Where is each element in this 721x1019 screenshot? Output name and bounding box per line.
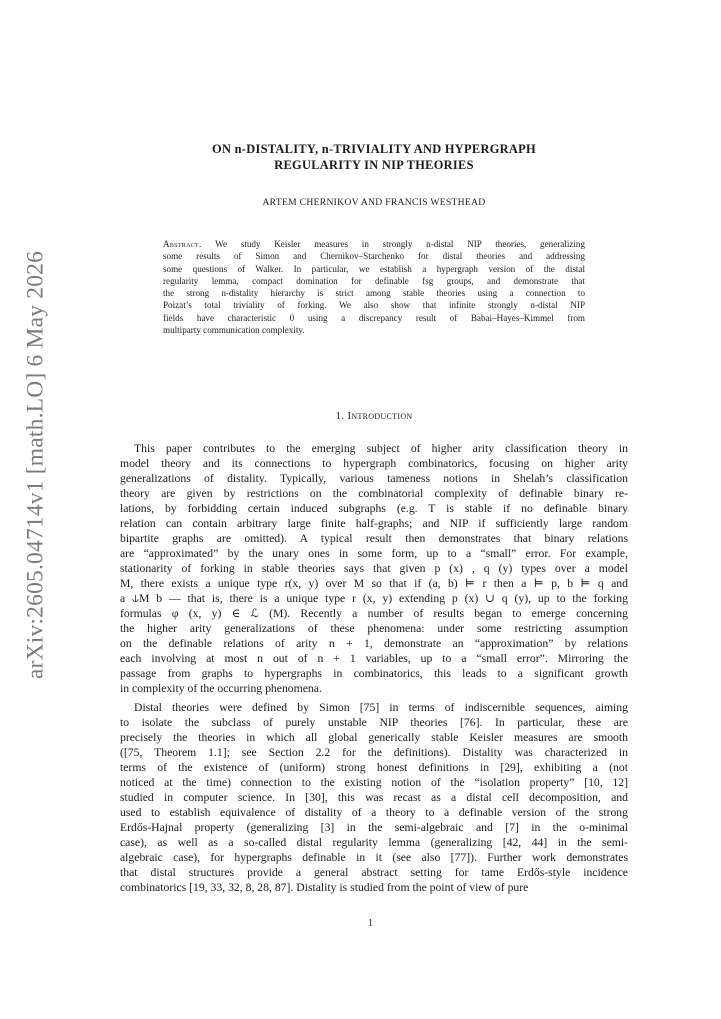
- body-line: Erdős-Hajnal property (generalizing [3] in the semi-algebraic and [7] in the o-minimal: [120, 821, 628, 834]
- body-line: studied in computer science. In [30], this was recast as a distal cell decomposition, and: [120, 791, 628, 804]
- body-line: case), as well as a so-called distal regularity lemma (generalizing [42, 44] in the semi-: [120, 836, 628, 849]
- section-heading: [120, 410, 628, 422]
- abstract-line: some results of Simon and Chernikov–Starchenko for distal theories and addressing: [163, 251, 585, 262]
- abstract-line: regularity lemma, compact domination for definable fsg groups, and demonstrate that: [163, 275, 585, 286]
- body-line: terms of the existence of (uniform) strong honest definitions in [29], exhibiting a (not: [120, 761, 628, 774]
- section-title: Introduction: [347, 410, 413, 422]
- abstract-text: We study Keisler measures in strongly n-distal NIP theories, generalizing: [215, 239, 585, 249]
- abstract-line: fields have characteristic 0 using a discrepancy result of Babai–Hayes–Kimmel from: [163, 312, 585, 323]
- arxiv-identifier[interactable]: arXiv:2605.04714v1 [math.LO] 6 May 2026: [22, 250, 49, 680]
- body-line: relation can contain arbitrary large finite half-graphs; and NIP if sufficiently large random: [120, 517, 628, 530]
- section-number: 1.: [335, 410, 345, 422]
- title-line: REGULARITY IN NIP THEORIES: [274, 158, 474, 172]
- body-line: used to establish equivalence of distality of a theory to a definable version of the strong: [120, 806, 628, 819]
- body-line: that distal structures provide a general abstract setting for tame Erdős-style incidence: [120, 866, 628, 879]
- body-text: [120, 441, 628, 895]
- paragraph-1: [120, 441, 628, 696]
- abstract-line: some questions of Walker. In particular, we establish a hypergraph version of the distal: [163, 263, 585, 274]
- body-line: bipartite graphs are omitted). A typical result then demonstrates that binary relations: [120, 532, 628, 545]
- abstract: [163, 238, 585, 336]
- body-line: noticed at the time) connection to the existing notion of the “isolation property” [10, 12]: [120, 776, 628, 789]
- body-line: are “approximated” by the unary ones in some form, up to a “small” error. For example,: [120, 547, 628, 560]
- abstract-label: Abstract.: [163, 239, 202, 249]
- body-line: a ⫝M b — that is, there is a unique type r (x, y) extending p (x) ∪ q (y), up to the forking: [120, 592, 628, 605]
- body-line: each involving at most n out of n + 1 variables, up to a “small error”. Mirroring the: [120, 652, 628, 665]
- body-line: passage from graphs to hypergraphs in combinatorics, this leads to a significant growth: [120, 667, 628, 680]
- body-line: theory are given by restrictions on the combinatorial complexity of definable binary re-: [120, 487, 628, 500]
- body-line: generalizations of distality. Typically, various tameness notions in Shelah’s classification: [120, 472, 628, 485]
- abstract-line-1: [163, 238, 585, 250]
- title-line: ON n-DISTALITY, n-TRIVIALITY AND HYPERGRAPH: [212, 142, 536, 156]
- abstract-line: Poizat’s total triviality of forking. We also show that infinite strongly n-distal NIP: [163, 300, 585, 311]
- body-line: model theory and its connections to hypergraph combinatorics, focusing on higher arity: [120, 457, 628, 470]
- body-line: lations, by forbidding certain induced subgraphs (e.g. T is stable if no definable binary: [120, 502, 628, 515]
- abstract-line: multiparty communication complexity.: [163, 325, 305, 336]
- body-line: on the definable relations of arity n + 1, demonstrate an “approximation” by relations: [120, 637, 628, 650]
- body-line: in complexity of the occurring phenomena.: [120, 682, 322, 695]
- body-line: stationarity of forking in stable theories says that given p (x) , q (y) types over a model: [120, 562, 628, 575]
- body-line: M, there exists a unique type r(x, y) over M so that if (a, b) ⊨ r then a ⊨ p, b ⊨ q and: [120, 577, 628, 590]
- body-line: the higher arity generalizations of these phenomena: under some restricting assumption: [120, 622, 628, 635]
- body-line: formulas φ (x, y) ∈ ℒ (M). Recently a number of results began to emerge concerning: [120, 607, 628, 620]
- authors: ARTEM CHERNIKOV AND FRANCIS WESTHEAD: [262, 197, 486, 208]
- paper-title: [120, 141, 628, 173]
- body-line: Distal theories were defined by Simon [75] in terms of indiscernible sequences, aiming: [134, 701, 628, 714]
- paragraph-2: [120, 700, 628, 895]
- abstract-line: the strong n-distality hierarchy is strict among stable theories using a connection to: [163, 288, 585, 299]
- body-line: ([75, Theorem 1.1]; see Section 2.2 for the definitions). Distality was characterized in: [120, 746, 628, 759]
- body-line: to isolate the subclass of purely unstable NIP theories [76]. In particular, these are: [120, 716, 628, 729]
- body-line: This paper contributes to the emerging subject of higher arity classification theory in: [134, 442, 628, 455]
- body-line: algebraic case), for hypergraphs definable in it (see also [77]). Further work demonstrates: [120, 851, 628, 864]
- body-line: precisely the theories in which all global generically stable Keisler measures are smooth: [120, 731, 628, 744]
- body-line: combinatorics [19, 33, 32, 8, 28, 87]. Distality is studied from the point of view of pure: [120, 881, 529, 894]
- page-number: 1: [368, 918, 373, 929]
